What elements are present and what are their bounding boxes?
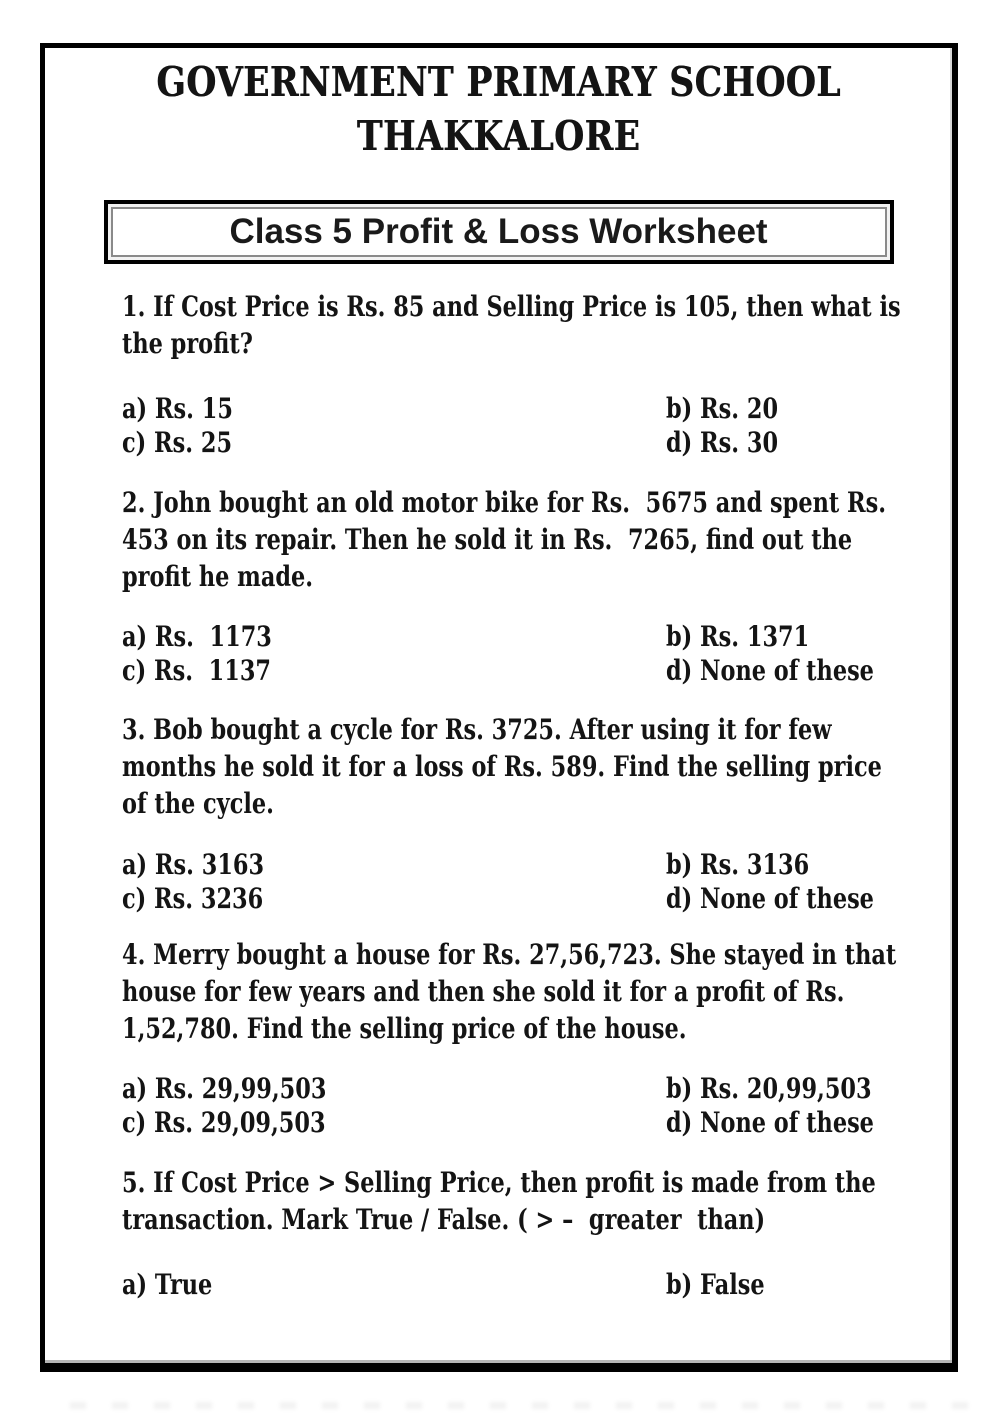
question-2-options xyxy=(122,620,902,688)
option-row xyxy=(122,426,902,460)
option-row xyxy=(122,392,902,426)
question-3-option-b: b) Rs. 3136 xyxy=(666,848,810,881)
question-3 xyxy=(122,711,902,916)
question-2-text xyxy=(122,484,902,595)
option-row xyxy=(122,1268,902,1302)
question-2-option-c: c) Rs. 1137 xyxy=(122,654,272,687)
worksheet-title: Class 5 Profit & Loss Worksheet xyxy=(229,212,768,251)
question-5-line-1: 5. If Cost Price > Selling Price, then profit is made from the xyxy=(122,1166,876,1199)
question-5-option-a: a) True xyxy=(122,1268,213,1301)
question-2-option-d: d) None of these xyxy=(666,654,874,687)
question-2-line-1: 2. John bought an old motor bike for Rs. 5675 and spent Rs. xyxy=(122,486,887,519)
question-4-text xyxy=(122,936,902,1047)
question-4-option-a: a) Rs. 29,99,503 xyxy=(122,1072,327,1105)
option-row xyxy=(122,620,902,654)
question-3-option-a: a) Rs. 3163 xyxy=(122,848,265,881)
question-5 xyxy=(122,1164,902,1302)
question-3-line-1: 3. Bob bought a cycle for Rs. 3725. After using it for few xyxy=(122,713,832,746)
question-5-line-2: transaction. Mark True / False. ( > – greater than) xyxy=(122,1203,766,1236)
question-3-line-2: months he sold it for a loss of Rs. 589. Find the selling price xyxy=(122,750,882,783)
question-4-option-b: b) Rs. 20,99,503 xyxy=(666,1072,872,1105)
question-1-option-c: c) Rs. 25 xyxy=(122,426,233,459)
question-4-line-3: 1,52,780. Find the selling price of the house. xyxy=(122,1012,687,1045)
question-1-option-b: b) Rs. 20 xyxy=(666,392,779,425)
question-1 xyxy=(122,288,902,460)
next-page-text-hint xyxy=(70,1402,970,1409)
option-row xyxy=(122,1106,902,1140)
question-4-option-c: c) Rs. 29,09,503 xyxy=(122,1106,326,1139)
question-1-options xyxy=(122,392,902,460)
question-1-line-1: 1. If Cost Price is Rs. 85 and Selling Price is 105, then what is xyxy=(122,290,901,323)
question-4-option-d: d) None of these xyxy=(666,1106,874,1139)
question-4-options xyxy=(122,1072,902,1140)
question-5-options xyxy=(122,1268,902,1302)
worksheet-title-box xyxy=(104,200,894,264)
question-3-option-c: c) Rs. 3236 xyxy=(122,882,264,915)
question-2-option-a: a) Rs. 1173 xyxy=(122,620,272,653)
question-2-option-b: b) Rs. 1371 xyxy=(666,620,810,653)
option-row xyxy=(122,1072,902,1106)
question-5-option-b: b) False xyxy=(666,1268,765,1301)
question-4-line-2: house for few years and then she sold it for a profit of Rs. xyxy=(122,975,845,1008)
option-row xyxy=(122,848,902,882)
school-name-line1: GOVERNMENT PRIMARY SCHOOL xyxy=(156,58,841,106)
worksheet-title-inner-border xyxy=(111,207,887,257)
question-2-line-3: profit he made. xyxy=(122,560,314,593)
question-3-option-d: d) None of these xyxy=(666,882,874,915)
school-name-line2: THAKKALORE xyxy=(356,112,641,160)
question-2-line-2: 453 on its repair. Then he sold it in Rs. 7265, find out the xyxy=(122,523,853,556)
option-row xyxy=(122,882,902,916)
questions-area xyxy=(45,288,952,1302)
question-1-option-d: d) Rs. 30 xyxy=(666,426,779,459)
question-4 xyxy=(122,936,902,1140)
question-5-text xyxy=(122,1164,902,1238)
question-3-options xyxy=(122,848,902,916)
question-3-text xyxy=(122,711,902,822)
option-row xyxy=(122,654,902,688)
question-1-option-a: a) Rs. 15 xyxy=(122,392,233,425)
question-2 xyxy=(122,484,902,688)
school-header xyxy=(45,58,952,160)
question-4-line-1: 4. Merry bought a house for Rs. 27,56,723. She stayed in that xyxy=(122,938,897,971)
question-3-line-3: of the cycle. xyxy=(122,787,274,820)
worksheet-border-frame xyxy=(40,43,958,1372)
question-1-line-2: the profit? xyxy=(122,327,253,360)
question-1-text xyxy=(122,288,902,362)
